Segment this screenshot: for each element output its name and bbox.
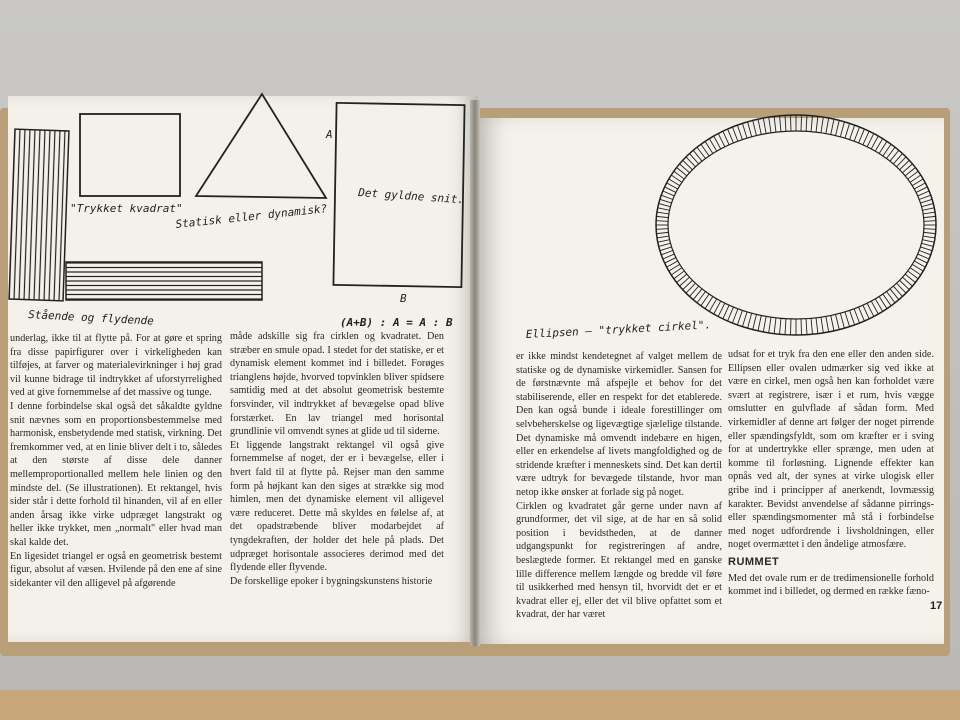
hatch-line [924,232,936,233]
hatch-line [656,229,668,230]
hatch-line [919,195,931,199]
hatch-line [774,116,776,132]
hatch-line [758,119,761,134]
hatch-line [780,116,781,132]
hatch-line [763,316,766,332]
hatch-line [785,115,786,131]
standing-rectangle [9,129,69,301]
paragraph: måde adskille sig fra cirklen og kvadratet. Den stræber en smule opad. I stedet for det statiske, er et dynamisk element kommet ind i billedet. Forøges trianglens højde, hvorved topvinklen bliver spidsere samtidig med at det absolut geometrisk bestemte forsvinder, vil indtrykket af bevægelse opad blive forstærket. En lav triangel med horisontal grundlinie vil omvendt synes at glide ud til siderne. [230,331,444,438]
hatch-line [718,134,725,147]
hatch-line [723,131,729,145]
hatch-line [806,319,807,335]
hatch-line [918,191,929,196]
caption-ellipse: Ellipsen – "trykket cirkel". [525,318,712,341]
paragraph: udsat for et tryk fra den ene eller den anden side. Ellipsen eller ovalen udmærker sig ved ikke at være en cirkel, men også hen kan forholdet være svært at registrere, især i et rum, hvis vægge omslutter en gulvflade af sådan form. Med virkemidler af denne art følger der noget pirrende eller spændingsfyldt, som om kræfter er i sving for at undertrykke eller sprænge, men uden at komme til forløsning. Lignende effekter kan opnås ved alt, der synes at virke ulogisk eller gribe ind i principper af anerkendt, lovmæssig karakter. Bevidst anvendelse af sådanne pirrings- eller spændingsmomenter må stå i forbindelse med noget udfordrende i livsholdningen, eller noget overmættet i den åndelige atmosfære. [728,349,934,551]
hatch-line [656,221,668,222]
hatch-line [656,216,668,217]
hatch-line [916,187,927,193]
hatch-line [863,131,869,145]
paragraph: er ikke mindst kendetegnet af valget mellem de statiske og de dynamiske virkemidler. Sansen for de førstnævnte må afspejle et behov for det stabiliserende, eller en respekt for det etablerede. Den kan også bunde i ideale forestillinger om selvbeherskelse og ligevægtige sjælelige tilstande. Det dynamiske må omvendt indebære en higen, eller en erkendelse af livets mangfoldighed og de stridende kræfter i menneskets sind. Det kan dertil være udtryk for bevægede tilstande, hvor man netop ikke ønsker at forlade sig på noget. [516,351,722,498]
hatch-line [854,127,859,141]
hatch-line [923,236,935,238]
hatch-line [665,258,676,264]
hatch-line [854,309,859,323]
hatch-line [831,119,834,134]
hatch-line [658,208,670,211]
hatch-line [753,120,757,135]
caption-statisk: Statisk eller dynamisk? [174,202,328,231]
hatch-line [845,312,850,327]
hatch-line [816,116,818,132]
hatch-line [811,116,812,132]
label-b: B [400,292,407,305]
golden-ratio-formula: (A+B) : A = A : B [340,316,453,329]
hatch-line [867,303,874,316]
hatch-line [924,221,936,222]
hatch-line [657,236,669,238]
hatch-line [840,122,844,137]
hatch-line [660,247,672,251]
hatch-line [758,315,761,330]
hatch-line [769,117,771,133]
hatch-line [737,125,742,140]
triangle-drawing [196,94,326,198]
hatch-line [922,243,934,246]
hatch-line [859,307,865,321]
caption-staende: Stående og flydende [27,308,155,328]
hatch-line [920,247,932,251]
section-heading-rummet: RUMMET [728,555,780,568]
caption-gyldne-snit: Det gyldne snit. [357,186,465,207]
hatch-line [748,313,752,328]
hatch-line [742,312,747,327]
hatch-line [845,123,850,138]
paragraph: underlag, ikke til at flytte på. For at gøre et spring fra disse papirfigurer over i virkeligheden kan tilføjes, at farver og materialevirkninger i høj grad vil kunne bidrage til indtrykket af uforstyrrelighed ved at give fornemmelse af det massive og tunge. [10,333,222,399]
hatch-line [922,240,934,243]
square-drawing [80,114,180,196]
hatch-line [663,191,674,196]
hatch-line [850,125,855,140]
hatch-line [780,318,781,334]
hatch-line [867,134,874,147]
hatch-line [742,123,747,138]
paragraph: I denne forbindelse skal også det såkaldte gyldne snit nævnes som en proportionsbestemmelse med harmonisk, ensbetydende med statisk, virkning. Det fremkommer ved, at en linie bliver delt i to, således at den største af disse dele danner mellemproportionalled mellem hele linien og den mindste del. (Se illustrationen). Et rektangel, hvis sider står i dette forhold til hinanden, vil af en eller anden årsag ikke virke udpræget langstrakt og heller ikke trykket, men „normalt" eller hvad man skal kalde det. [10,400,222,548]
paragraph: En ligesidet triangel er også en geometrisk bestemt figur, absolut af væsen. Hvilende på den ene af sine sidekanter vil den alligevel på afgørende [10,550,222,589]
label-a: A [326,128,333,141]
hatch-line [821,317,823,333]
hatch-line [923,212,935,214]
hatch-line [659,243,671,246]
hatch-line [859,129,865,143]
left-column-2 [230,330,444,588]
hatch-line [723,305,729,319]
hatch-line [806,115,807,131]
hatch-line [769,317,771,333]
hatch-line [728,129,734,143]
hatch-line [919,251,931,255]
paragraph: Et liggende langstrakt rektangel vil også give fornemmelse af noget, der er i bevægelse, eller i hvert fald til at flytte på. Rejser man den samme form på højkant kan den siges at strække sig mod himlen, men det dynamiske element vil alligevel være reduceret. Dette må skyldes en følelse af, at det opadstræbende bliver modarbejdet af tyngdekraften, der holder det hele på plads. Det udpræget horisontale associeres derimod med det flydende eller flyvende. [230,439,444,574]
hatch-line [836,120,840,135]
hatch-line [916,258,927,264]
hatch-line [661,251,673,255]
hatch-line [836,314,840,329]
paragraph: Cirklen og kvadratet går gerne under navn af grundformer, det vil sige, at de har en så solid position i bevidstheden, at de danner udgangspunkt for registreringen af andre, beslægtede former. Et rektangel med en ganske lille difference mellem længde og bredde vil føre til usikkerhed med hensyn til, hvorvidt det er et kvadrat eller ej, eller det vil blive opfattet som et kvadrat, der har været [516,500,722,621]
page-number: 17 [930,600,943,612]
right-column-2 [728,348,934,599]
left-column-1 [10,332,222,590]
hatch-line [657,212,669,214]
hatch-line [659,204,671,207]
hatch-line [826,316,829,332]
hatch-line [826,118,829,134]
hatch-line [850,310,855,325]
ellipse-drawing [656,115,936,335]
hatch-line [661,195,673,199]
hatch-line [737,310,742,325]
flowing-rectangle [66,262,262,300]
caption-trykket-kvadrat: "Trykket kvadrat" [70,202,183,215]
hatch-line [918,254,929,259]
hatch-line [821,117,823,133]
hatch-line [831,315,834,330]
hatch-line [920,199,932,203]
hatch-line [753,314,757,329]
hatch-line [785,319,786,335]
hatch-line [718,303,725,316]
hatch-line [811,318,812,334]
right-column-1 [516,350,722,622]
paragraph: De forskellige epoker i bygningskunstens historie [230,575,433,587]
hatch-line [863,305,869,319]
hatch-line [774,318,776,334]
hatch-line [658,240,670,243]
hatch-line [656,232,668,233]
hatch-line [732,127,737,141]
hatch-line [663,254,674,259]
hatch-line [665,187,676,193]
hatch-line [763,118,766,134]
hatch-line [922,208,934,211]
hatch-line [816,318,818,334]
hatch-line [924,229,936,230]
hatch-line [660,199,672,203]
hatch-line [728,307,734,321]
hatch-line [732,309,737,323]
hatch-line [748,122,752,137]
hatch-line [840,313,844,328]
hatch-line [924,216,936,217]
paragraph: Med det ovale rum er de tredimensionelle forhold kommet ind i billedet, og dermed en række fæno- [728,572,934,598]
hatch-line [922,204,934,207]
